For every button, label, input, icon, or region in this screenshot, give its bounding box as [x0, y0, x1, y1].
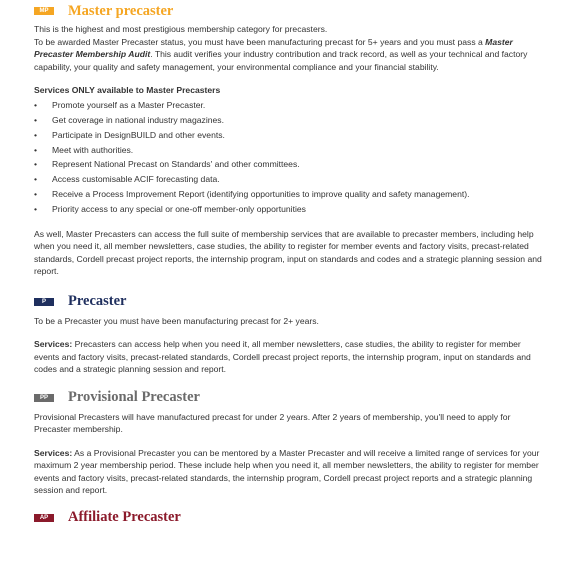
mp-services-list	[34, 99, 544, 216]
mp-audit-name: Master Precaster Membership Audit	[34, 36, 513, 59]
title-master-precaster: Master precaster	[68, 2, 174, 19]
title-affiliate-precaster: Affiliate Precaster	[68, 509, 181, 526]
p-services-text: Precasters can access help when you need it, all member newsletters, case studies, the ability to register for member events and factory visits, precast-related standards, Cordell precast project reports, the internship program, input on standards and codes and a strategic planning session and report.	[34, 339, 531, 375]
list-item: • Receive a Process Improvement Report (identifying opportunities to improve quality and safety management).	[34, 188, 544, 201]
badge-pp: PP	[34, 394, 54, 402]
mp-intro: This is the highest and most prestigious membership category for precasters.	[34, 24, 328, 34]
mp-services-heading	[34, 84, 544, 97]
mp-requirements	[34, 36, 544, 74]
page	[34, 0, 544, 528]
title-provisional-precaster: Provisional Precaster	[68, 389, 200, 406]
list-item: • Participate in DesignBUILD and other events.	[34, 129, 544, 142]
list-item: • Priority access to any special or one-off member-only opportunities	[34, 203, 544, 216]
p-intro: To be a Precaster you must have been manufacturing precast for 2+ years.	[34, 315, 319, 326]
mp-req-b: . This audit verifies your industry contribution and track record, as well as your technical and factory capability, your quality and safety management, your environmental compliance and your financial stability.	[34, 49, 528, 72]
list-item: • Get coverage in national industry magazines.	[34, 114, 544, 127]
badge-p: P	[34, 298, 54, 306]
pp-services-label: Services:	[34, 447, 73, 458]
list-item: • Meet with authorities.	[34, 144, 544, 157]
pp-services	[34, 447, 544, 497]
list-item: • Represent National Precast on Standards' and other committees.	[34, 158, 544, 171]
mp-req-a: To be awarded Master Precaster status, you must have been manufacturing precast for 5+ years and you must pass a	[34, 36, 486, 47]
mp-services-heading-text: Services ONLY available to Master Precasters	[34, 85, 221, 95]
heading-master-precaster	[34, 1, 544, 21]
pp-services-text: As a Provisional Precaster you can be mentored by a Master Precaster and will receive a limited range of services for your maximum 2 year membership period. These include help when you need it, all member newsletters, the ability to register for member events and factory visits, precast-related standards, the internship program, Cordell precast project reports and a strategic planning session and report.	[34, 447, 540, 496]
badge-mp: MP	[34, 7, 54, 15]
badge-ap: AP	[34, 514, 54, 522]
heading-precaster	[34, 292, 544, 312]
heading-affiliate-precaster	[34, 508, 544, 528]
list-item: • Promote yourself as a Master Precaster.	[34, 99, 544, 112]
list-item: • Access customisable ACIF forecasting data.	[34, 173, 544, 186]
title-precaster: Precaster	[68, 293, 127, 310]
mp-outro: As well, Master Precasters can access the full suite of membership services that are available to precaster members, including help when you need it, all member newsletters, case studies, the ability to register for member events and factory visits, precast-related standards, Cordell precast project reports, the internship program, input on standards and codes and a strategic planning session and report.	[34, 228, 542, 277]
heading-provisional-precaster	[34, 388, 544, 408]
p-services	[34, 338, 544, 376]
p-services-label: Services:	[34, 339, 73, 350]
pp-intro: Provisional Precasters will have manufactured precast for under 2 years. After 2 years of membership, you'll need to apply for Precaster membership.	[34, 411, 511, 435]
